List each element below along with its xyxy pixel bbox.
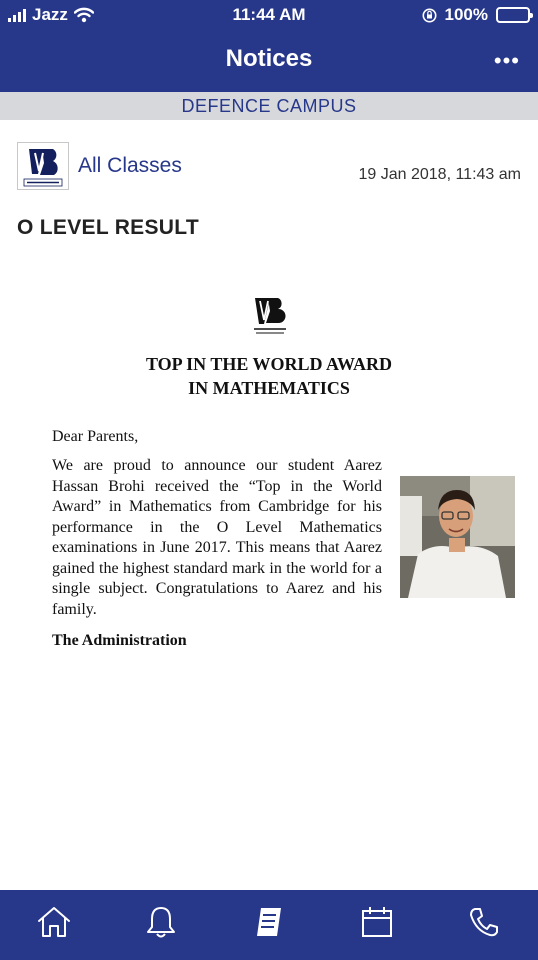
campus-label: DEFENCE CAMPUS	[0, 92, 538, 120]
letter-heading-line-1: TOP IN THE WORLD AWARD	[145, 354, 393, 374]
carrier-label: Jazz	[32, 5, 68, 24]
tab-calendar[interactable]	[352, 897, 402, 947]
letter-heading	[0, 352, 538, 400]
battery-percent: 100%	[444, 5, 488, 24]
notices-icon	[253, 905, 285, 939]
tab-contact[interactable]	[459, 897, 509, 947]
battery-icon	[496, 7, 530, 23]
letter-body: We are proud to announce our student Aarez Hassan Brohi received the “Top in the World Award” in Mathematics from Cambridge for his performance in the O Level Mathematics examinations in June 2017. This means that Aarez gained the highest standard mark in the world for a single subject. Congratulations to Aarez and his family.	[52, 457, 382, 618]
calendar-icon	[360, 905, 394, 939]
tab-notices[interactable]	[244, 897, 294, 947]
school-logo	[17, 142, 69, 190]
notice-header	[0, 138, 538, 194]
clock: 11:44 AM	[232, 5, 306, 24]
orientation-lock-icon	[422, 8, 437, 23]
letter-greeting: Dear Parents,	[52, 428, 139, 445]
bell-icon	[145, 905, 177, 939]
more-options-button[interactable]: •••	[493, 48, 520, 73]
tab-home[interactable]	[29, 897, 79, 947]
page-title: Notices	[225, 45, 313, 72]
letter-signoff: The Administration	[52, 632, 187, 649]
home-icon	[36, 905, 72, 939]
status-bar	[0, 0, 538, 30]
top-bar	[0, 0, 538, 92]
notice-title: O LEVEL RESULT	[17, 216, 199, 239]
letter-heading-line-2: IN MATHEMATICS	[188, 378, 350, 398]
tab-bar	[0, 890, 538, 960]
phone-icon	[468, 906, 500, 938]
letter-logo	[253, 296, 287, 336]
tab-notifications[interactable]	[136, 897, 186, 947]
student-photo	[400, 476, 515, 598]
notice-date: 19 Jan 2018, 11:43 am	[358, 166, 521, 183]
battery-group	[422, 5, 530, 25]
notice-audience: All Classes	[78, 154, 182, 177]
